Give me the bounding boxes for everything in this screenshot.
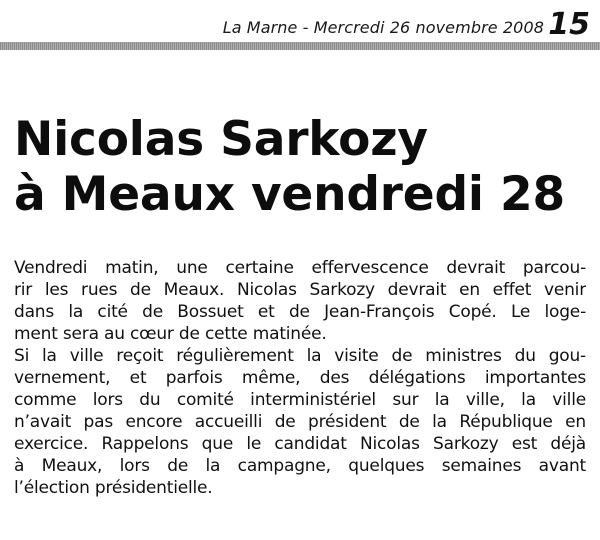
header-rule <box>0 42 600 50</box>
body-line: vernement, et parfois même, des délégations importantes <box>14 368 586 388</box>
body-line: comme lors du comité interministériel sur la ville, la ville <box>14 390 586 410</box>
page-number: 15 <box>548 7 590 42</box>
headline-line: Nicolas Sarkozy <box>14 112 428 167</box>
body-line: l’élection présidentielle. <box>14 478 213 498</box>
body-line: exercice. Rappelons que le candidat Nicolas Sarkozy est déjà <box>14 434 586 454</box>
headline-line: à Meaux vendredi 28 <box>14 167 565 222</box>
body-line: Vendredi matin, une certaine effervescence devrait parcou- <box>14 258 586 278</box>
body-line: ment sera au cœur de cette matinée. <box>14 324 327 344</box>
body-line: dans la cité de Bossuet et de Jean-François Copé. Le loge- <box>14 302 586 322</box>
body-line: Si la ville reçoit régulièrement la visite de ministres du gou- <box>14 346 586 366</box>
body-line: rir les rues de Meaux. Nicolas Sarkozy devrait en effet venir <box>14 280 586 300</box>
body-line: à Meaux, lors de la campagne, quelques semaines avant <box>14 456 586 476</box>
page-header <box>0 8 600 42</box>
body-line: n’avait pas encore accueilli de président de la République en <box>14 412 586 432</box>
article-body <box>14 257 586 499</box>
article-headline <box>14 112 594 222</box>
publication-date-line: La Marne - Mercredi 26 novembre 2008 <box>222 18 544 37</box>
